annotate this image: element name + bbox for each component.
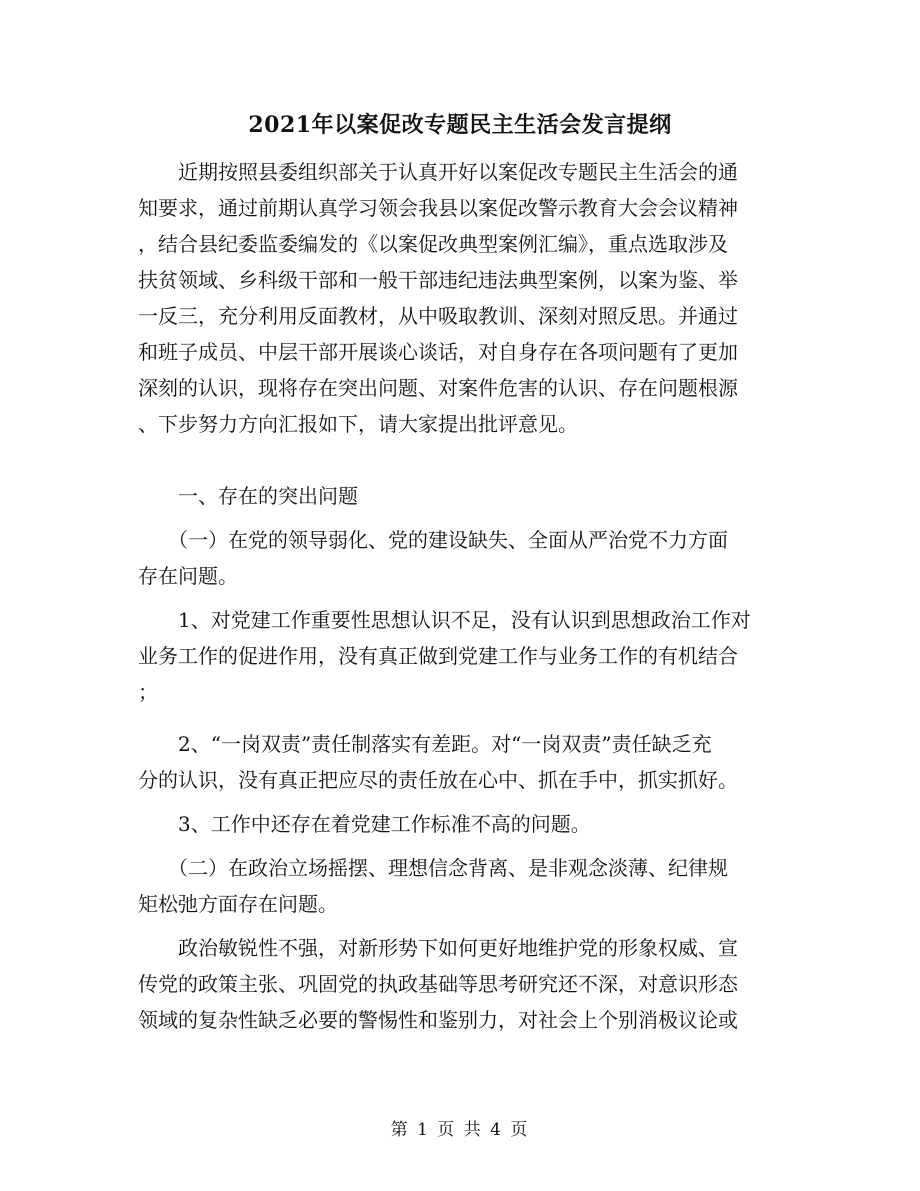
body-line: （二）在政治立场摇摆、理想信念背离、是非观念淡薄、纪律规 (138, 856, 728, 880)
body-line: 分的认识，没有真正把应尽的责任放在心中、抓在手中，抓实抓好。 (138, 768, 738, 792)
body-line: 1、对党建工作重要性思想认识不足，没有认识到思想政治工作对 (138, 608, 751, 632)
body-line: 近期按照县委组织部关于认真开好以案促改专题民主生活会的通 (138, 160, 738, 184)
body-line: 、下步努力方向汇报如下，请大家提出批评意见。 (138, 412, 578, 436)
body-line: （一）在党的领导弱化、党的建设缺失、全面从严治党不力方面 (138, 528, 728, 552)
body-line: 政治敏锐性不强，对新形势下如何更好地维护党的形象权威、宣 (138, 936, 738, 960)
body-line: ； (138, 680, 158, 704)
page-footer: 第 1 页 共 4 页 (390, 1120, 530, 1140)
body-line: 业务工作的促进作用，没有真正做到党建工作与业务工作的有机结合 (138, 644, 738, 668)
body-line: 一反三，充分利用反面教材，从中吸取教训、深刻对照反思。并通过 (138, 304, 738, 328)
body-line: 扶贫领域、乡科级干部和一般干部违纪违法典型案例，以案为鉴、举 (138, 268, 738, 292)
body-line: 领域的复杂性缺乏必要的警惕性和鉴别力，对社会上个别消极议论或 (138, 1008, 738, 1032)
document-title: 2021年以案促改专题民主生活会发言提纲 (248, 112, 672, 138)
body-line: ，结合县纪委监委编发的《以案促改典型案例汇编》，重点选取涉及 (138, 232, 728, 256)
body-line: 2、“一岗双责”责任制落实有差距。对“一岗双责”责任缺乏充 (138, 732, 712, 756)
body-line: 知要求，通过前期认真学习领会我县以案促改警示教育大会会议精神 (138, 196, 738, 220)
body-line: 矩松弛方面存在问题。 (138, 892, 338, 916)
body-line: 传党的政策主张、巩固党的执政基础等思考研究还不深，对意识形态 (138, 972, 738, 996)
body-line: 3、工作中还存在着党建工作标准不高的问题。 (138, 812, 591, 836)
body-line: 深刻的认识，现将存在突出问题、对案件危害的认识、存在问题根源 (138, 376, 738, 400)
section-heading: 一、存在的突出问题 (138, 484, 358, 508)
body-line: 存在问题。 (138, 564, 238, 588)
body-line: 和班子成员、中层干部开展谈心谈话，对自身存在各项问题有了更加 (138, 340, 738, 364)
